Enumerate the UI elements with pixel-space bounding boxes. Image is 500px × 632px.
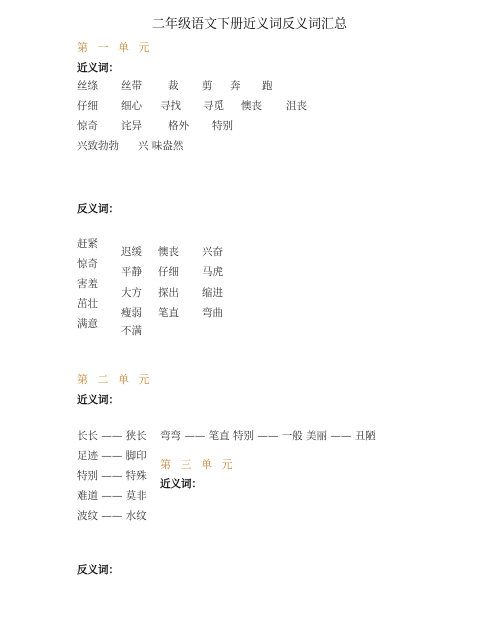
- synonym-pair: 难道 —— 莫非: [77, 490, 147, 502]
- synonym-word: 跑: [262, 80, 273, 92]
- antonym-word: 仔细: [158, 266, 179, 278]
- synonym-word: 奔: [230, 80, 241, 92]
- antonym-word: 马虎: [202, 266, 223, 278]
- synonym-word: 兴致勃勃: [77, 140, 119, 152]
- antonym-word: 兴奋: [202, 246, 223, 258]
- antonym-word: 平静: [121, 266, 142, 278]
- antonym-word: 茁壮: [77, 298, 98, 310]
- antonym-word: 缩进: [202, 287, 223, 299]
- synonym-word: 诧异: [121, 120, 142, 132]
- antonym-word: 弯曲: [202, 307, 223, 319]
- antonym-word: 迟缓: [121, 246, 142, 258]
- unit-2-synonyms-label: 近义词：: [77, 394, 119, 406]
- synonym-word: 懊丧: [241, 100, 262, 112]
- antonym-pairs-line: 弯弯 —— 笔直 特别 —— 一般 美丽 —— 丑陋: [160, 430, 376, 442]
- synonym-word: 沮丧: [286, 100, 307, 112]
- antonym-word: 惊奇: [77, 258, 98, 270]
- unit-3-heading: 第 三 单 元: [160, 458, 236, 471]
- antonym-word: 赶紧: [77, 238, 98, 250]
- synonym-pair: 长长 —— 狭长: [77, 430, 147, 442]
- antonym-word: 不满: [121, 325, 142, 337]
- antonym-word: 瘦弱: [121, 307, 142, 319]
- page-title: 二年级语文下册近义词反义词汇总: [152, 17, 348, 32]
- synonym-word: 丝绦: [77, 80, 98, 92]
- unit-1-heading: 第 一 单 元: [77, 41, 153, 54]
- unit-2-heading: 第 二 单 元: [77, 373, 153, 386]
- synonym-word: 兴 味盎然: [138, 140, 184, 152]
- synonym-word: 仔细: [77, 100, 98, 112]
- unit-3-synonyms-label: 近义词：: [160, 478, 202, 490]
- antonym-word: 懊丧: [158, 246, 179, 258]
- synonym-word: 剪: [202, 80, 213, 92]
- synonym-word: 寻找: [160, 100, 181, 112]
- unit-1-antonyms-label: 反义词：: [77, 203, 119, 215]
- synonym-word: 寻觅: [203, 100, 224, 112]
- synonym-pair: 波纹 —— 水纹: [77, 510, 147, 522]
- synonym-word: 格外: [168, 120, 189, 132]
- unit-1-synonyms-label: 近义词：: [77, 62, 119, 74]
- synonym-word: 丝带: [121, 80, 142, 92]
- synonym-word: 裁: [168, 80, 179, 92]
- synonym-pair: 特别 —— 特殊: [77, 470, 147, 482]
- antonym-word: 害羞: [77, 278, 98, 290]
- antonym-word: 笔直: [158, 307, 179, 319]
- antonym-word: 满意: [77, 318, 98, 330]
- antonym-word: 探出: [158, 287, 179, 299]
- synonym-word: 细心: [121, 100, 142, 112]
- synonym-word: 特别: [212, 120, 233, 132]
- antonym-word: 大方: [121, 287, 142, 299]
- synonym-word: 惊奇: [77, 120, 98, 132]
- unit-2-antonyms-label: 反义词：: [77, 564, 119, 576]
- synonym-pair: 足迹 —— 脚印: [77, 450, 147, 462]
